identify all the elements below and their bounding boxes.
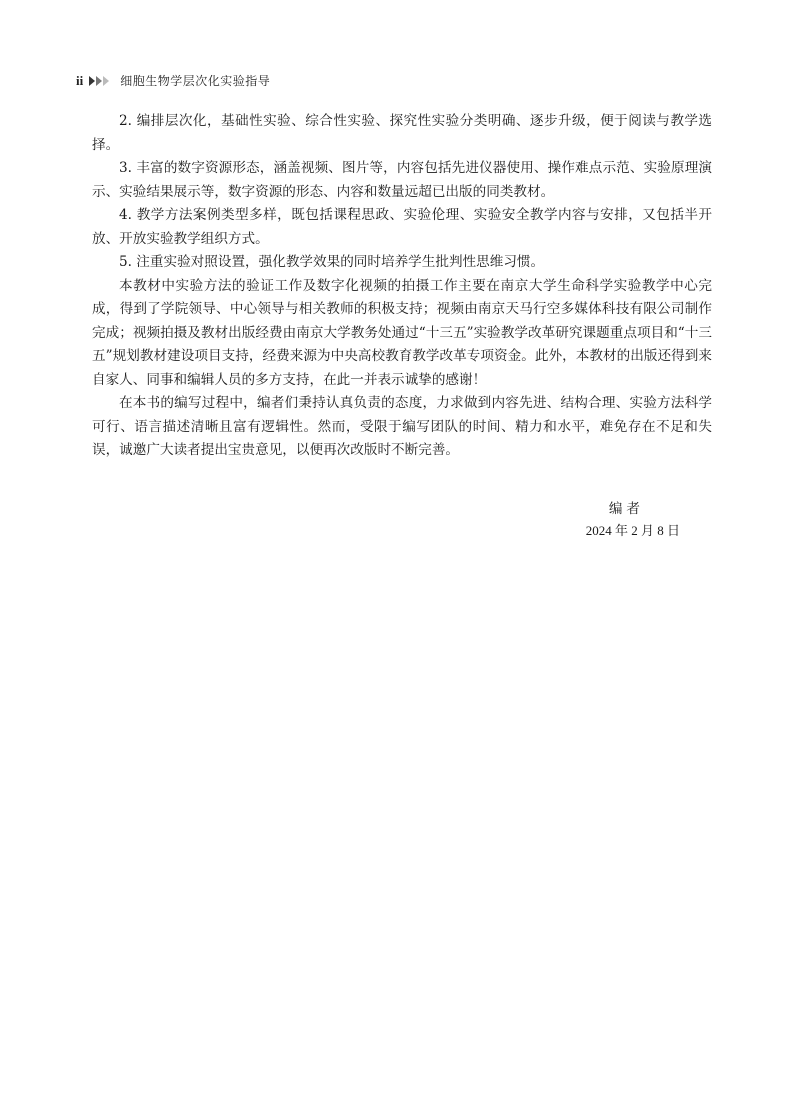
signature: 编者 <box>608 501 644 517</box>
date: 2024 年 2 月 8 日 <box>585 523 680 538</box>
paragraph-item-5: 5. 注重实验对照设置，强化教学效果的同时培养学生批判性思维习惯。 <box>119 254 545 270</box>
paragraph-closing: 在本书的编写过程中，编者们秉持认真负责的态度，力求做到内容先进、结构合理、实验方法科学可行、语言描述清晰且富有逻辑性。然而，受限于编写团队的时间、精力和水平，难免存在不足和失误，诚邀广大读者提出宝贵意见，以便再次改版时不断完善。 <box>92 395 712 458</box>
running-title: 细胞生物学层次化实验指导 <box>120 74 271 88</box>
running-header <box>76 72 270 89</box>
page-number: ii <box>76 72 84 88</box>
preface-body <box>92 110 712 463</box>
chevron-arrows-icon <box>89 76 110 86</box>
paragraph-item-4: 4. 教学方法案例类型多样，既包括课程思政、实验伦理、实验安全教学内容与安排，又包括半开放、开放实验教学组织方式。 <box>92 207 712 247</box>
paragraph-acknowledgements: 本教材中实验方法的验证工作及数字化视频的拍摄工作主要在南京大学生命科学实验教学中心完成，得到了学院领导、中心领导与相关教师的积极支持；视频由南京天马行空多媒体科技有限公司制作完成；视频拍摄及教材出版经费由南京大学教务处通过“十三五”实验教学改革研究课题重点项目和“十三五”规划教材建设项目支持，经费来源为中央高校教育教学改革专项资金。此外，本教材的出版还得到来自家人、同事和编辑人员的多方支持，在此一并表示诚挚的感谢！ <box>92 277 712 388</box>
paragraph-item-2: 2. 编排层次化，基础性实验、综合性实验、探究性实验分类明确、逐步升级，便于阅读与教学选择。 <box>92 113 712 153</box>
paragraph-item-3: 3. 丰富的数字资源形态，涵盖视频、图片等，内容包括先进仪器使用、操作难点示范、实验原理演示、实验结果展示等，数字资源的形态、内容和数量远超已出版的同类教材。 <box>92 160 712 200</box>
